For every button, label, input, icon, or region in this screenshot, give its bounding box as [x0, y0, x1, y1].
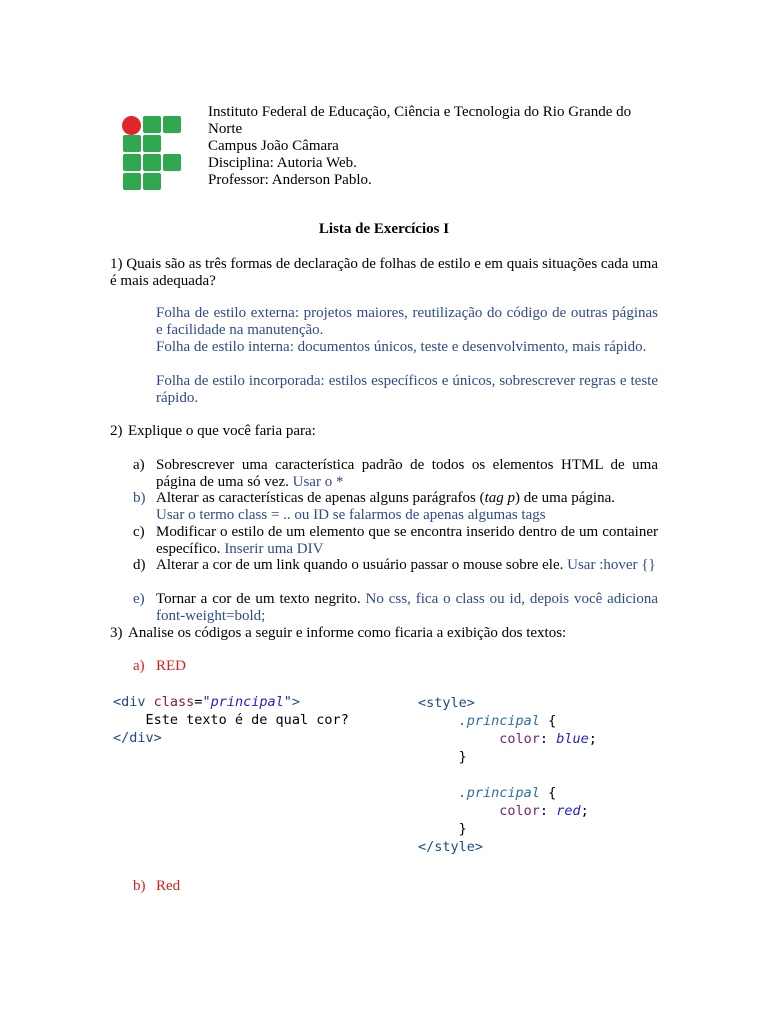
code-token: ;	[588, 731, 597, 747]
campus: Campus João Câmara	[208, 138, 339, 154]
logo-red-dot	[122, 116, 141, 135]
q2-item-text: Alterar a cor de um link quando o usuário passar o mouse sobre ele.	[156, 557, 564, 573]
q2-item-label: a)	[133, 457, 145, 473]
q2-item-text: ) de uma página.	[515, 490, 615, 506]
q2-item-answer: Usar o termo class = .. ou ID se falarmos de apenas algumas tags	[156, 507, 546, 523]
code-token: }	[458, 749, 467, 765]
q2-item-text: Tornar a cor de um texto negrito.	[156, 591, 361, 607]
logo-square	[163, 116, 181, 133]
discipline: Disciplina: Autoria Web.	[208, 155, 357, 171]
q2-item-label: b)	[133, 490, 146, 506]
code-token: </div>	[113, 730, 162, 746]
q2-item-answer: Usar o *	[292, 474, 344, 490]
code-token: }	[458, 821, 467, 837]
institute-name-cont: Norte	[208, 121, 243, 137]
code-token: =	[194, 694, 203, 710]
logo-square	[143, 135, 161, 152]
q2-item-text: Sobrescrever uma característica padrão de todos os elementos HTML de uma página de uma só vez.	[156, 457, 658, 490]
q2-item-answer: No css, fica o class ou id, depois você adiciona font-weight=bold;	[156, 591, 658, 624]
code-token: :	[539, 731, 549, 747]
question-2: Explique o que você faria para:	[128, 423, 316, 439]
q2-number: 2)	[110, 423, 123, 439]
code-token: >	[291, 694, 300, 710]
question-3: Analise os códigos a seguir e informe como ficaria a exibição dos textos:	[128, 625, 567, 641]
q2-item-label: d)	[133, 557, 146, 573]
logo-square	[163, 154, 181, 171]
logo-square	[123, 173, 141, 190]
q2-item-c	[156, 524, 658, 558]
code-token: {	[548, 713, 557, 729]
code-token: :	[539, 803, 549, 819]
q2-item-label: c)	[133, 524, 145, 540]
institute-name: Instituto Federal de Educação, Ciência e Tecnologia do Rio Grande do	[208, 104, 632, 120]
q3-answer-a-label: a)	[133, 658, 145, 674]
q1-answer-2: Folha de estilo interna: documentos únicos, teste e desenvolvimento, mais rápido.	[156, 339, 647, 355]
q2-item-label: e)	[133, 591, 145, 607]
q2-item-answer: Usar :hover {}	[567, 557, 656, 573]
q2-item-text: Alterar as características de apenas alguns parágrafos (	[156, 490, 485, 506]
q3-number: 3)	[110, 625, 123, 641]
q2-item-b	[156, 490, 658, 507]
code-token: color	[499, 731, 540, 747]
q2-item-e	[156, 591, 658, 625]
logo-square	[123, 135, 141, 152]
code-token: .principal	[458, 713, 540, 729]
logo-square	[123, 154, 141, 171]
q2-item-emphasis: tag p	[484, 490, 516, 506]
code-token: <div	[113, 694, 146, 710]
q2-item-answer: Inserir uma DIV	[224, 541, 324, 557]
logo-square	[143, 154, 161, 171]
q2-item-d	[156, 557, 658, 574]
code-token: Este texto é de qual cor?	[145, 712, 349, 728]
code-token: .principal	[458, 785, 540, 801]
q2-item-a	[156, 457, 658, 491]
code-token: <style>	[418, 695, 475, 711]
code-token: blue	[556, 731, 589, 747]
css-code-block	[418, 694, 597, 856]
code-token: color	[499, 803, 540, 819]
header-block	[208, 104, 660, 189]
q3-answer-b-label: b)	[133, 878, 146, 894]
q1-answer-1: Folha de estilo externa: projetos maiores, reutilização do código de outras páginas e facilidade na manutenção.	[156, 305, 658, 338]
q1-answer-3: Folha de estilo incorporada: estilos específicos e únicos, sobrescrever regras e teste rápido.	[156, 373, 658, 406]
code-token: class	[153, 694, 195, 710]
code-token: "principal"	[202, 694, 292, 710]
code-token: ;	[580, 803, 589, 819]
professor: Professor: Anderson Pablo.	[208, 172, 372, 188]
q3-answer-b: Red	[156, 878, 181, 894]
html-code-block	[113, 693, 349, 747]
code-token: red	[556, 803, 581, 819]
code-token: </style>	[418, 839, 484, 855]
q2-item-text: Modificar o estilo de um elemento que se encontra inserido dentro de um container específico.	[156, 524, 658, 557]
page-title: Lista de Exercícios I	[318, 221, 450, 237]
question-1: 1) Quais são as três formas de declaração de folhas de estilo e em quais situações cada uma é mais adequada?	[110, 256, 658, 289]
institute-logo	[121, 116, 183, 192]
logo-square	[143, 116, 161, 133]
logo-square	[143, 173, 161, 190]
q3-answer-a: RED	[156, 658, 186, 674]
code-token: {	[548, 785, 557, 801]
